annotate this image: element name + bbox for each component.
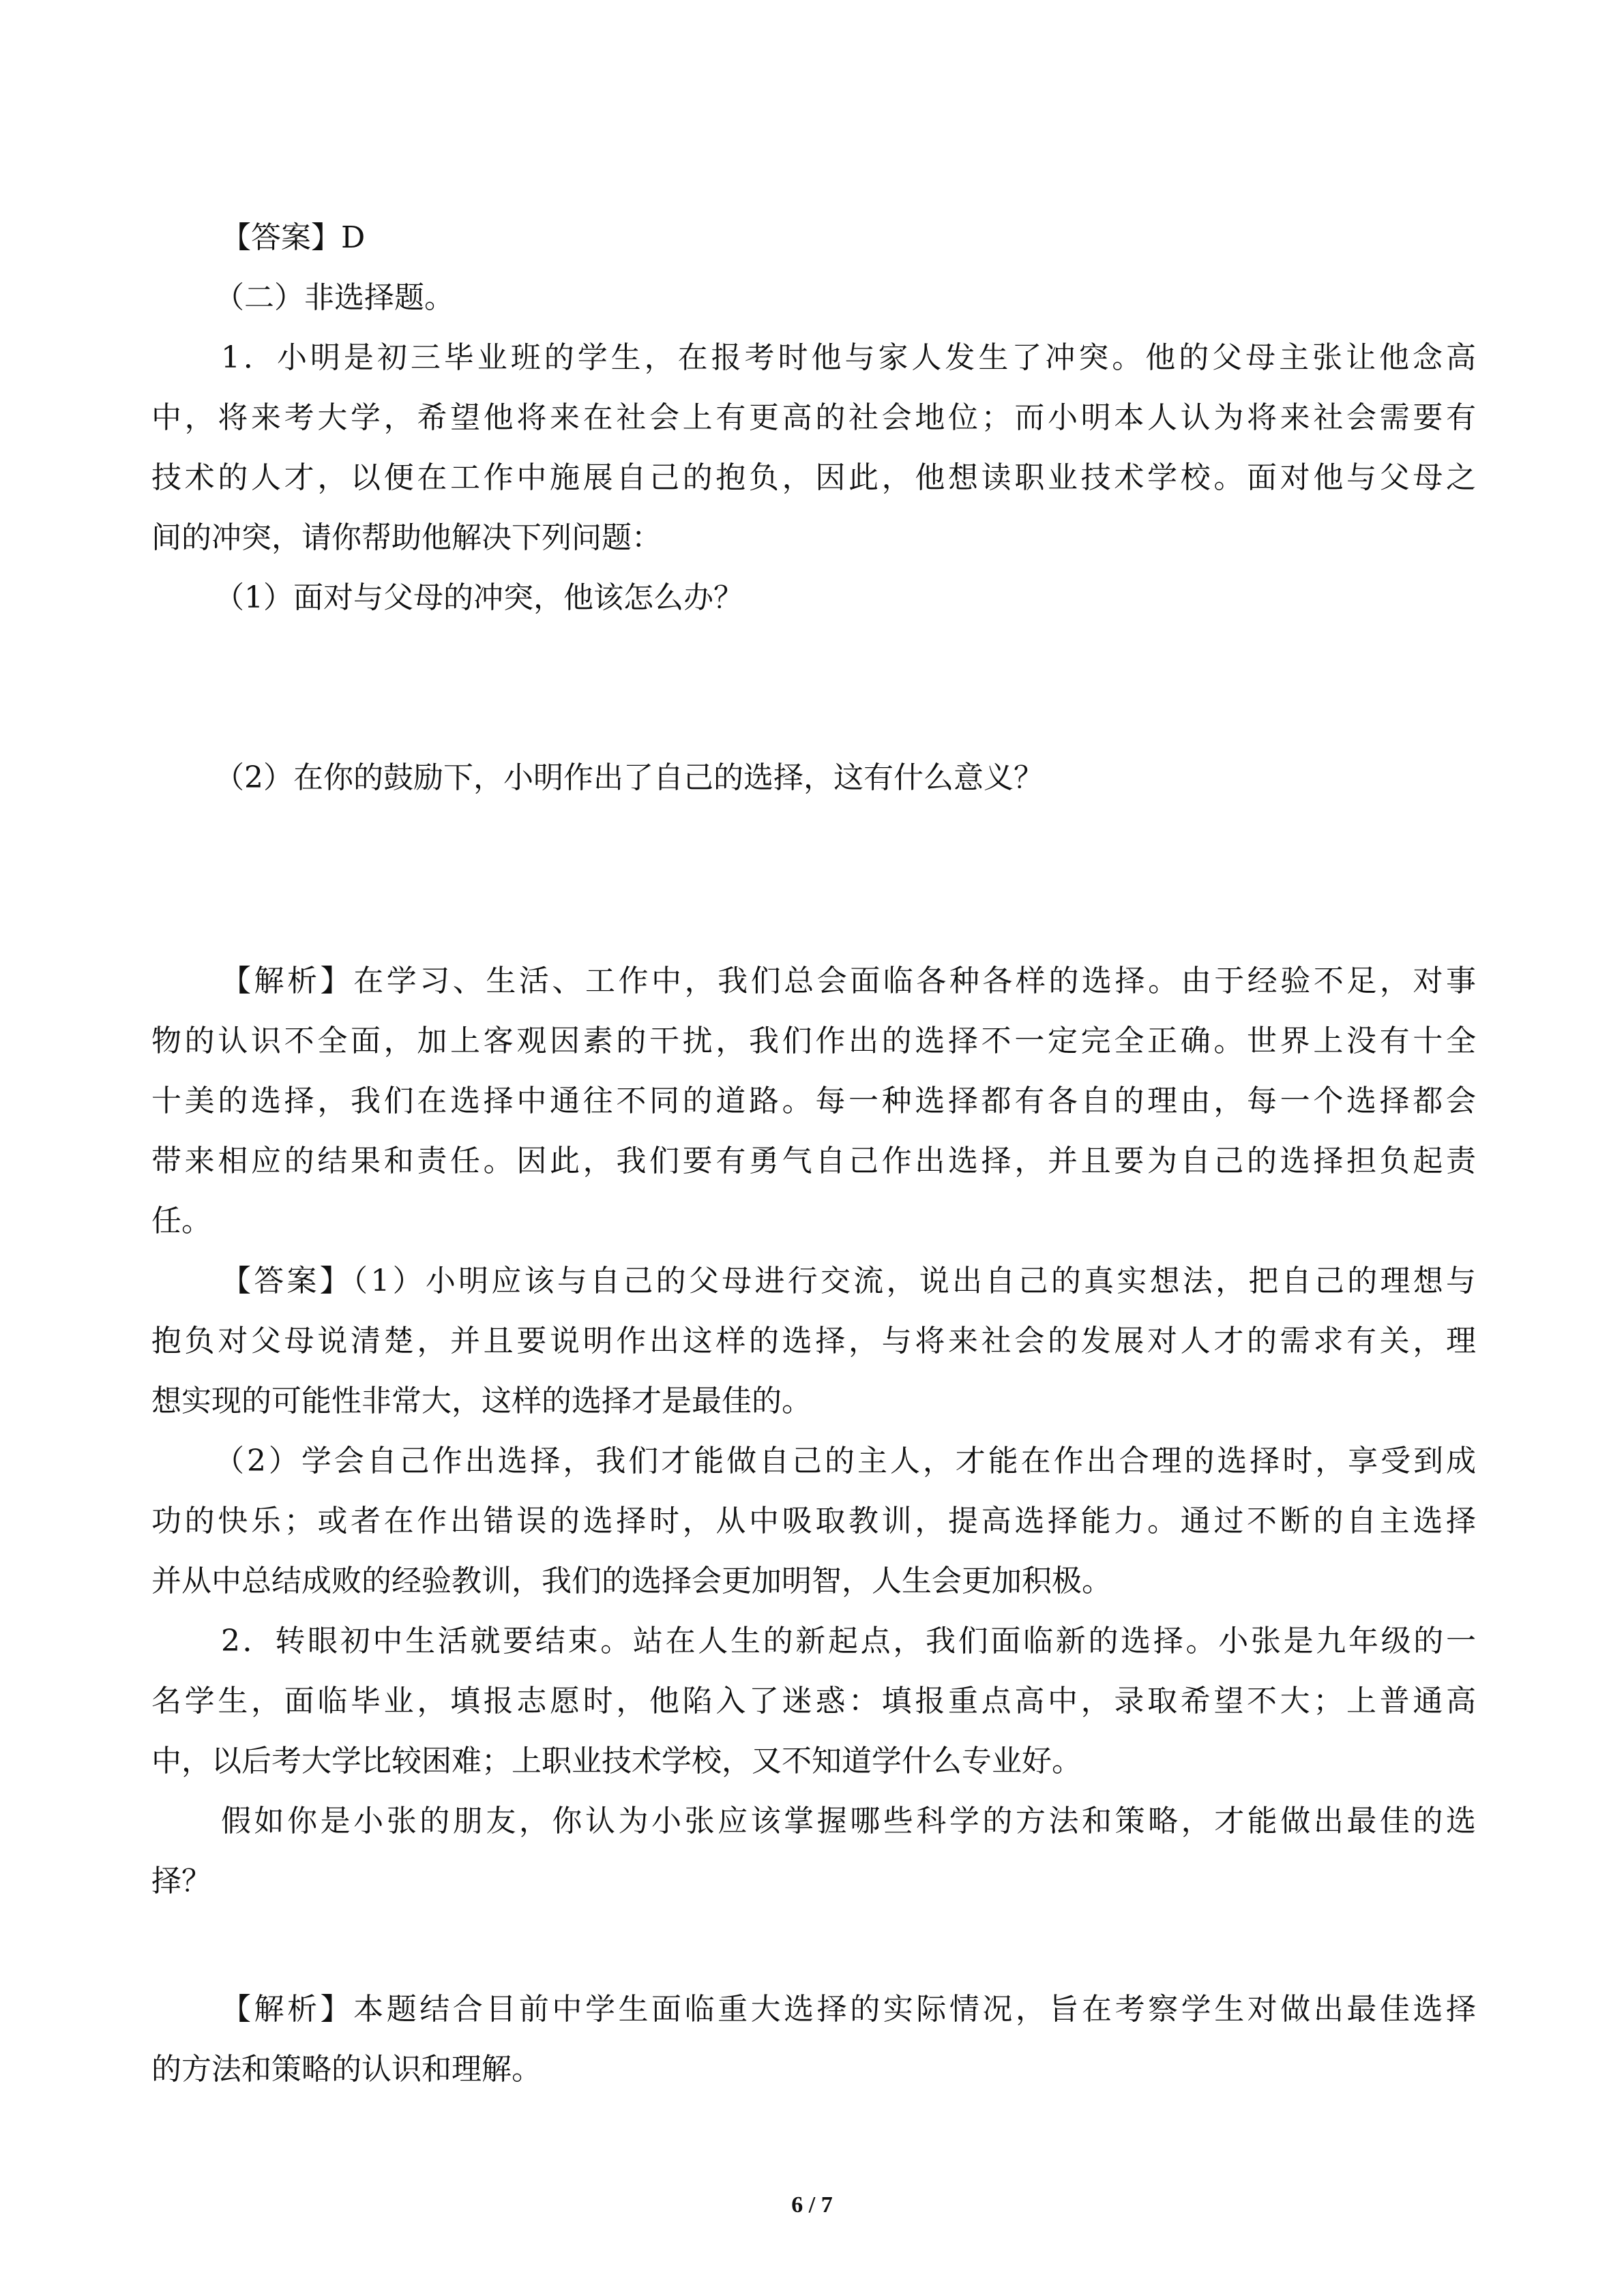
- analysis-text: 物的认识不全面，加上客观因素的干扰，我们作出的选择不一定完全正确。世界上没有十全: [151, 1024, 1476, 1058]
- question-1-text: 1．小明是初三毕业班的学生，在报考时他与家人发生了冲突。他的父母主张让他念高: [221, 340, 1476, 375]
- answer-text: （2）学会自己作出选择，我们才能做自己的主人，才能在作出合理的选择时，享受到成: [214, 1444, 1476, 1478]
- analysis-text: 带来相应的结果和责任。因此，我们要有勇气自己作出选择，并且要为自己的选择担负起责: [151, 1144, 1476, 1178]
- sub-question-2: （2）在你的鼓励下，小明作出了自己的选择，这有什么意义？: [214, 760, 1044, 795]
- analysis-text: 【解析】本题结合目前中学生面临重大选择的实际情况，旨在考察学生对做出最佳选择: [221, 1992, 1476, 2027]
- page-number: 6 / 7: [791, 2192, 833, 2218]
- question-2-text: 2．转眼初中生活就要结束。站在人生的新起点，我们面临新的选择。小张是九年级的一: [221, 1624, 1476, 1658]
- analysis-text: 任。: [151, 1204, 211, 1238]
- section-heading: （二）非选择题。: [214, 280, 454, 315]
- question-1-text: 间的冲突，请你帮助他解决下列问题：: [151, 520, 662, 555]
- analysis-text: 【解析】在学习、生活、工作中，我们总会面临各种各样的选择。由于经验不足，对事: [221, 964, 1476, 998]
- answer-space: [151, 628, 1476, 748]
- question-2-text: 名学生，面临毕业，填报志愿时，他陷入了迷惑：填报重点高中，录取希望不大；上普通高: [151, 1684, 1476, 1718]
- answer-text: 抱负对父母说清楚，并且要说明作出这样的选择，与将来社会的发展对人才的需求有关，理: [151, 1324, 1476, 1358]
- sub-question-1: （1）面对与父母的冲突，他该怎么办？: [214, 580, 743, 615]
- document-body: [151, 208, 1476, 2100]
- answer-text: 想实现的可能性非常大，这样的选择才是最佳的。: [151, 1384, 812, 1418]
- answer-line: 【答案】D: [221, 220, 366, 255]
- answer-text: 并从中总结成败的经验教训，我们的选择会更加明智，人生会更加积极。: [151, 1564, 1112, 1598]
- answer-text: 功的快乐；或者在作出错误的选择时，从中吸取教训，提高选择能力。通过不断的自主选择: [151, 1504, 1476, 1538]
- analysis-text: 的方法和策略的认识和理解。: [151, 2052, 542, 2087]
- analysis-text: 十美的选择，我们在选择中通往不同的道路。每一种选择都有各自的理由，每一个选择都会: [151, 1084, 1476, 1118]
- question-2-prompt: 择？: [151, 1864, 211, 1898]
- answer-text: 【答案】（1）小明应该与自己的父母进行交流，说出自己的真实想法，把自己的理想与: [221, 1264, 1476, 1298]
- question-1-text: 中，将来考大学，希望他将来在社会上有更高的社会地位；而小明本人认为将来社会需要有: [151, 400, 1476, 435]
- question-1-text: 技术的人才，以便在工作中施展自己的抱负，因此，他想读职业技术学校。面对他与父母之: [151, 460, 1476, 495]
- question-2-text: 中，以后考大学比较困难；上职业技术学校，又不知道学什么专业好。: [151, 1744, 1082, 1778]
- answer-space: [151, 1911, 1476, 1980]
- question-2-prompt: 假如你是小张的朋友，你认为小张应该掌握哪些科学的方法和策略，才能做出最佳的选: [221, 1804, 1476, 1838]
- answer-space: [151, 808, 1476, 951]
